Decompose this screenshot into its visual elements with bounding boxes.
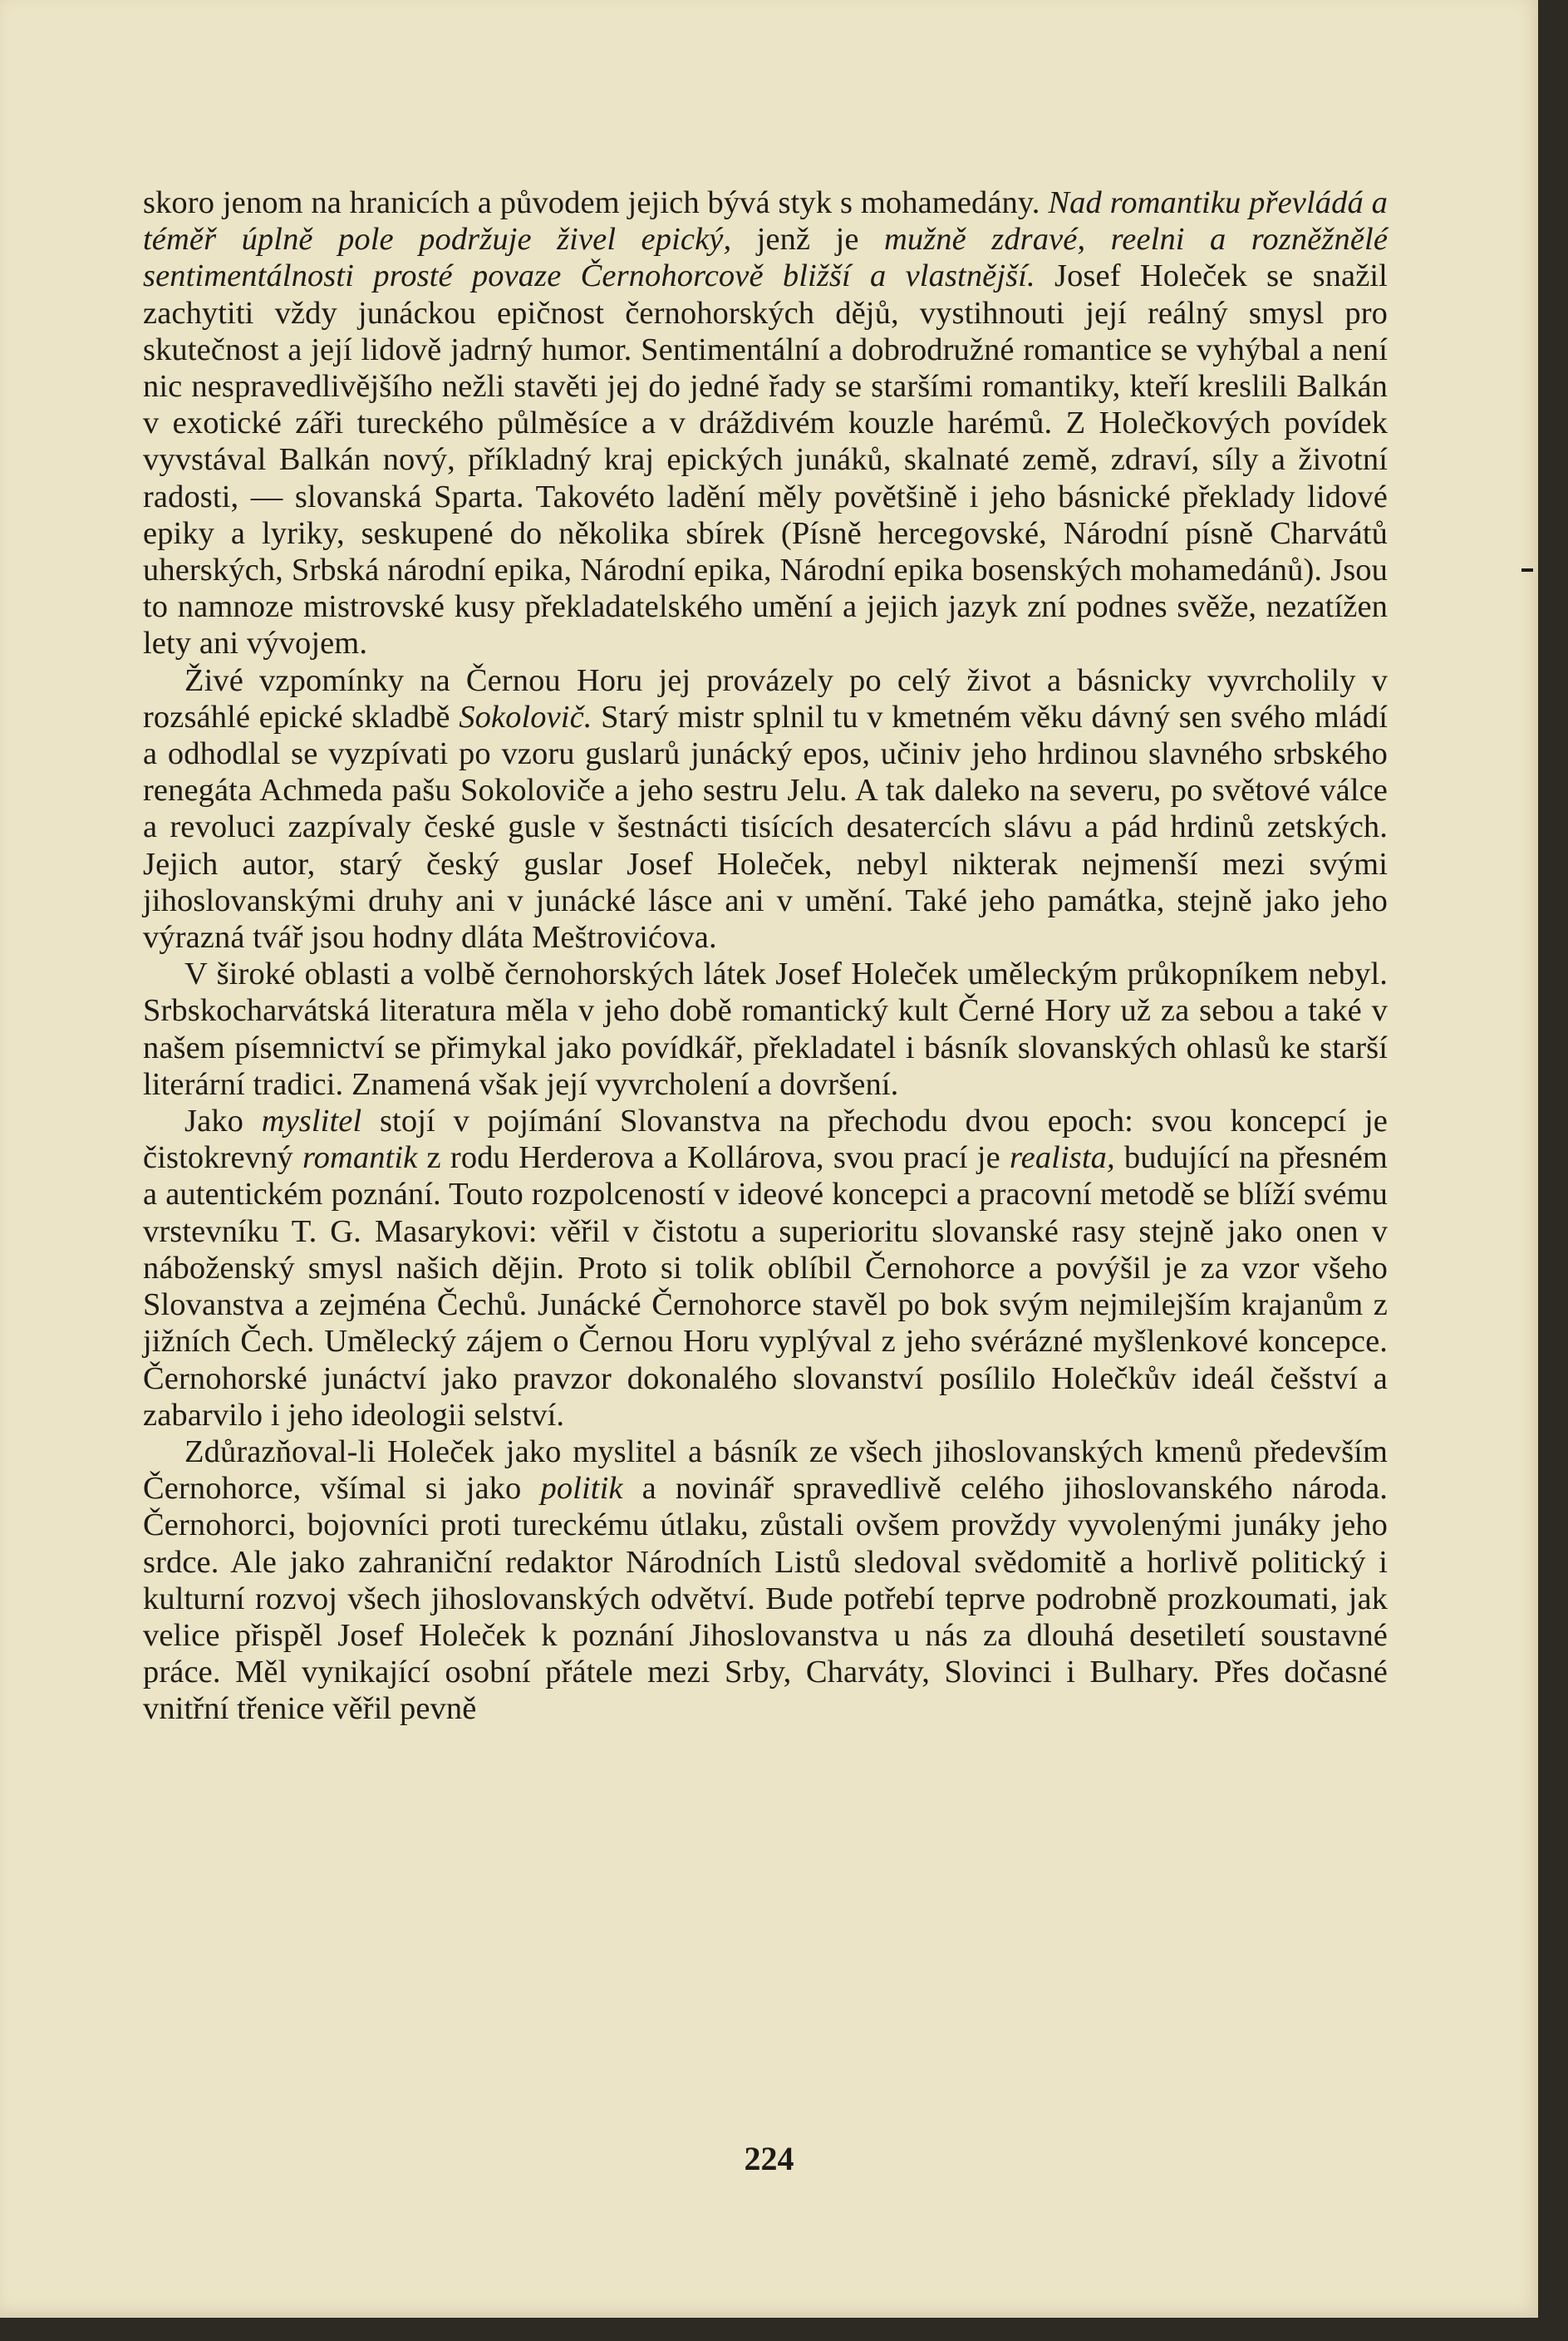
paragraph-1-segment-2: Nad romantiku převládá a téměř úplně pole podržuje živel epický, [143, 185, 1388, 258]
paragraph-4-segment-6: realista, [1009, 1140, 1115, 1176]
page-number: 224 [744, 2140, 794, 2177]
paragraph-3 [143, 956, 1388, 1103]
paragraph-4-segment-2: myslitel [261, 1104, 362, 1139]
paragraph-5-segment-2: politik [540, 1471, 623, 1507]
paragraph-5-segment-1: Zdůrazňoval-li Holeček jako myslitel a básník ze všech jihoslovanských kmenů především Černohorce, všímal si jako [143, 1434, 1388, 1507]
paragraph-4-segment-5: z rodu Herderova a Kollárova, svou prací je [417, 1140, 1010, 1176]
paragraph-4-segment-3: stojí v pojímání Slovanstva na přechodu dvou epoch: svou koncepcí je čistokrevný [143, 1104, 1388, 1176]
paragraph-2-segment-1: Živé vzpomínky na Černou Horu jej provázely po celý život a básnicky vyvrcholily v rozsáhlé epické skladbě [143, 662, 1388, 735]
paragraph-4-segment-4: romantik [302, 1140, 418, 1176]
paragraph-1-segment-1: skoro jenom na hranicích a původem jejich bývá styk s mohamedány. [143, 185, 1049, 220]
paragraph-4-segment-1: Jako [184, 1104, 262, 1139]
paragraph-1-segment-3: jenž je [731, 222, 884, 258]
paragraph-3-segment-1: V široké oblasti a volbě černohorských látek Josef Holeček uměleckým průkopníkem nebyl. Srbskocharvátská literatura měla v jeho době romantický kult Černé Hory už za sebou a také v našem písemnictví se přimykal jako povídkář, překladatel i básník slovanských ohlasů ke starší literární tradici. Znamená však její vyvrcholení a dovršení. [143, 957, 1388, 1102]
paragraph-2-segment-2: Sokolovič. [459, 699, 592, 735]
paragraph-5-segment-3: a novinář spravedlivě celého jihoslovanského národa. Černohorci, bojovníci proti tureckému útlaku, zůstali ovšem provždy vyvolenými junáky jeho srdce. Ale jako zahraniční redaktor Národních Listů sledoval svědomitě a horlivě politický i kulturní rozvoj všech jihoslovanských odvětví. Bude potřebí teprve podrobně prozkoumati, jak velice přispěl Josef Holeček k poznání Jihoslovanstva u nás za dlouhá desetiletí soustavné práce. Měl vynikající osobní přátele mezi Srby, Charváty, Slovinci i Bulhary. Přes dočasné vnitřní třenice věřil pevně [143, 1471, 1388, 1727]
margin-mark [1521, 568, 1533, 572]
paragraph-4 [143, 1103, 1388, 1434]
paragraph-1-segment-5: Josef Holeček se snažil zachytiti vždy junáckou epičnost černohorských dějů, vystihnouti její reálný smysl pro skutečnost a její lidově jadrný humor. Sentimentální a dobrodružné romantice se vyhýbal a není nic nespravedlivějšího nežli stavěti jej do jedné řady se staršími romantiky, kteří kreslili Balkán v exotické záři tureckého půlměsíce a v dráždivém kouzle harémů. Z Holečkových povídek vyvstával Balkán nový, příkladný kraj epických junáků, skalnaté země, zdraví, síly a životní radosti, — slovanská Sparta. Takovéto ladění měly povětšině i jeho básnické překlady lidové epiky a lyriky, seskupené do několika sbírek (Písně hercegovské, Národní písně Charvátů uherských, Srbská národní epika, Národní epika, Národní epika bosenských mohamedánů). Jsou to namnoze mistrovské kusy překladatelského umění a jejich jazyk zní podnes svěže, nezatížen lety ani vývojem. [143, 258, 1388, 661]
paragraph-1 [143, 184, 1388, 662]
paragraph-5 [143, 1434, 1388, 1728]
body-text [143, 184, 1388, 1728]
paragraph-2 [143, 662, 1388, 957]
paragraph-1-segment-4: mužně zdravé, reelni a rozněžnělé sentimentálnosti prosté povaze Černohorcově bližší a vlastnější. [143, 222, 1389, 294]
paragraph-2-segment-3: Starý mistr splnil tu v kmetném věku dávný sen svého mládí a odhodlal se vyzpívati po vzoru guslarů junácký epos, učiniv jeho hrdinou slavného srbského renegáta Achmeda pašu Sokoloviče a jeho sestru Jelu. A tak daleko na severu, po světové válce a revoluci zazpívaly české gusle v šestnácti tisících desatercích slávu a pád hrdinů zetských. Jejich autor, starý český guslar Josef Holeček, nebyl nikterak nejmenší mezi svými jihoslovanskými druhy ani v junácké lásce ani v umění. Také jeho památka, stejně jako jeho výrazná tvář jsou hodny dláta Meštrovićova. [143, 699, 1389, 956]
paragraph-4-segment-7: budující na přesném a autentickém poznání. Touto rozpolceností v ideové koncepci a pracovní metodě se blíží svému vrstevníku T. G. Masarykovi: věřil v čistotu a superioritu slovanské rasy stejně jako onen v náboženský smysl našich dějin. Proto si tolik oblíbil Černohorce a povýšil je za vzor všeho Slovanstva a zejména Čechů. Junácké Černohorce stavěl po bok svým nejmilejším krajanům z jižních Čech. Umělecký zájem o Černou Horu vyplýval z jeho svérázné myšlenkové koncepce. Černohorské junáctví jako pravzor dokonalého slovanství posílilo Holečkův ideál češství a zabarvilo i jeho ideologii selství. [143, 1140, 1388, 1433]
